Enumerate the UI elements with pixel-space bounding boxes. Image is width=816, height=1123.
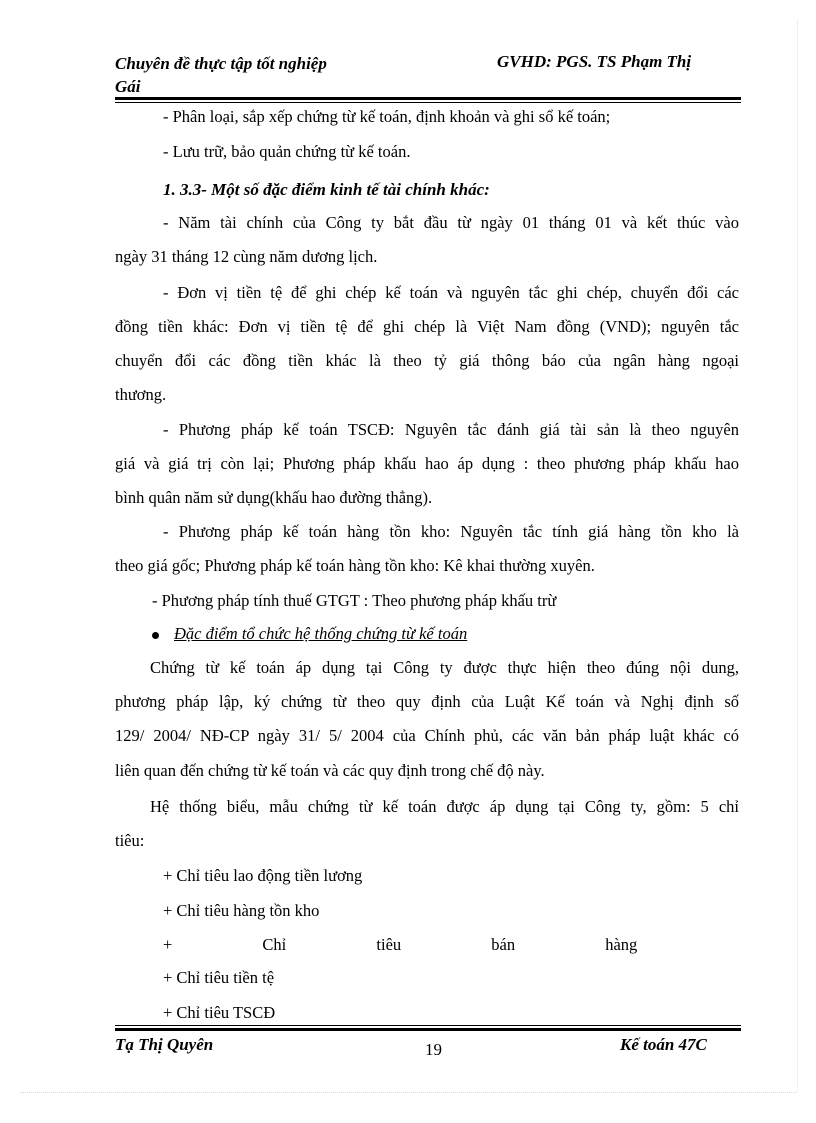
section-heading: 1. 3.3- Một số đặc điểm kinh tế tài chính khác: (163, 180, 490, 199)
header-rule-thin (115, 102, 741, 103)
body-line: - Phương pháp tính thuế GTGT : Theo phương pháp khấu trừ (152, 591, 557, 610)
body-line: - Phương pháp kế toán hàng tồn kho: Nguyên tắc tính giá hàng tồn kho là (163, 522, 739, 541)
body-line: tiêu: (115, 831, 145, 850)
header-rule-thick (115, 97, 741, 100)
header-right-title: GVHD: PGS. TS Phạm Thị (497, 52, 692, 71)
body-line: - Năm tài chính của Công ty bắt đầu từ ngày 01 tháng 01 và kết thúc vào (163, 213, 739, 232)
list-item: + Chỉ tiêu tiền tệ (163, 968, 275, 987)
body-line: 129/ 2004/ NĐ-CP ngày 31/ 5/ 2004 của Chính phủ, các văn bản pháp luật khác có (115, 726, 739, 745)
list-item: + Chỉ tiêu lao động tiền lương (163, 866, 363, 885)
body-line: chuyển đổi các đồng tiền khác là theo tỷ giá thông báo của ngân hàng ngoại (115, 351, 739, 370)
body-line: Chứng từ kế toán áp dụng tại Công ty được thực hiện theo đúng nội dung, (150, 658, 739, 677)
body-line: theo giá gốc; Phương pháp kế toán hàng tồn kho: Kê khai thường xuyên. (115, 556, 595, 575)
bullet-icon (152, 632, 159, 639)
list-item: + Chỉ tiêu TSCĐ (163, 1003, 276, 1022)
footer-rule-thick (115, 1028, 741, 1031)
subsection-heading: Đặc điểm tổ chức hệ thống chứng từ kế toán (174, 624, 468, 643)
header-left-title: Chuyên đề thực tập tốt nghiệp Gái (115, 54, 327, 96)
body-line: Hệ thống biểu, mẫu chứng từ kế toán được áp dụng tại Công ty, gồm: 5 chỉ (150, 797, 739, 816)
body-line: đồng tiền khác: Đơn vị tiền tệ để ghi chép là Việt Nam đồng (VND); nguyên tắc (115, 317, 739, 336)
body-line: - Phương pháp kế toán TSCĐ: Nguyên tắc đánh giá tài sản là theo nguyên (163, 420, 739, 439)
footer-rule-thin (115, 1025, 741, 1026)
body-line: - Lưu trữ, bảo quản chứng từ kế toán. (163, 142, 411, 161)
body-line: thương. (115, 385, 167, 404)
body-line: liên quan đến chứng từ kế toán và các quy định trong chế độ này. (115, 761, 545, 780)
list-item: + Chỉ tiêu bán hàng (163, 935, 638, 954)
body-line: - Phân loại, sắp xếp chứng từ kế toán, định khoản và ghi sổ kế toán; (163, 107, 611, 126)
body-line: bình quân năm sử dụng(khấu hao đường thẳng). (115, 488, 433, 507)
body-line: ngày 31 tháng 12 cùng năm dương lịch. (115, 247, 378, 266)
body-line: giá và giá trị còn lại; Phương pháp khấu hao áp dụng : theo phương pháp khấu hao (115, 454, 739, 473)
page-edge-divider-vertical (797, 20, 798, 1092)
body-line: - Đơn vị tiền tệ để ghi chép kế toán và nguyên tắc ghi chép, chuyển đổi các (163, 283, 739, 302)
list-item: + Chỉ tiêu hàng tồn kho (163, 901, 320, 920)
page-edge-divider (20, 1092, 796, 1093)
footer-class: Kế toán 47C (620, 1035, 707, 1054)
body-line: phương pháp lập, ký chứng từ theo quy định của Luật Kế toán và Nghị định số (115, 692, 739, 711)
footer-author: Tạ Thị Quyên (115, 1035, 214, 1054)
page-number: 19 (425, 1040, 442, 1059)
